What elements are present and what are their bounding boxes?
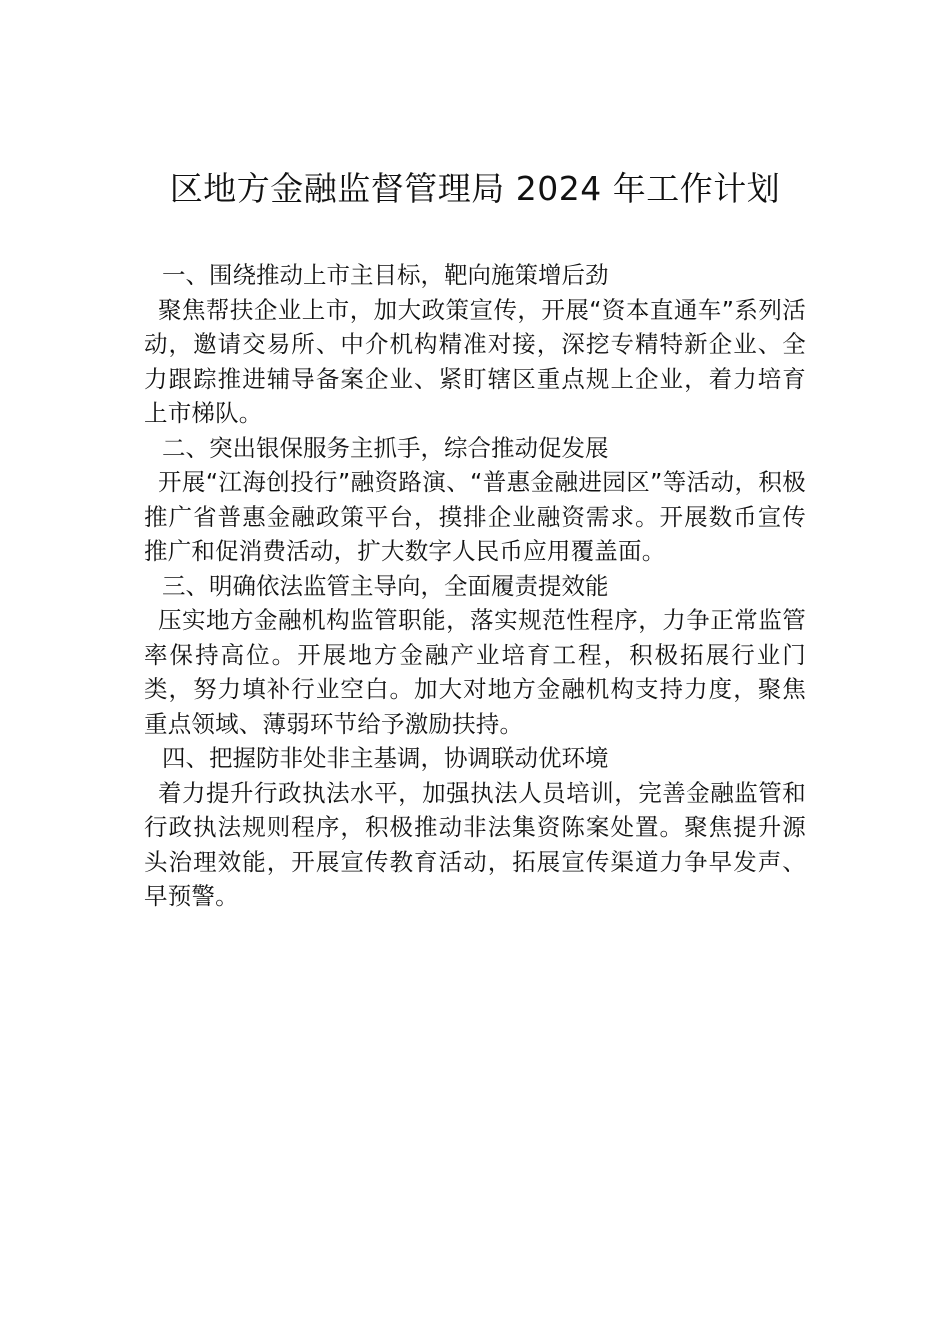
document-body xyxy=(144,258,806,914)
section-paragraph: 聚焦帮扶企业上市，加大政策宣传，开展“资本直通车”系列活动，邀请交易所、中介机构精准对接，深挖专精特新企业、全力跟踪推进辅导备案企业、紧盯辖区重点规上企业，着力培育上市梯队。 xyxy=(144,295,806,427)
section-heading: 二、突出银保服务主抓手，综合推动促发展 xyxy=(162,433,609,462)
section-paragraph: 开展“江海创投行”融资路演、“普惠金融进园区”等活动，积极推广省普惠金融政策平台，摸排企业融资需求。开展数币宣传推广和促消费活动，扩大数字人民币应用覆盖面。 xyxy=(144,468,806,565)
section-heading: 一、围绕推动上市主目标，靶向施策增后劲 xyxy=(162,261,609,289)
page-title: 区地方金融监督管理局 2024 年工作计划 xyxy=(169,169,781,208)
section-paragraph: 着力提升行政执法水平，加强执法人员培训，完善金融监管和行政执法规则程序，积极推动非法集资陈案处置。聚焦提升源头治理效能，开展宣传教育活动，拓展宣传渠道力争早发声、早预警。 xyxy=(144,778,806,910)
section-paragraph: 压实地方金融机构监管职能，落实规范性程序，力争正常监管率保持高位。开展地方金融产业培育工程，积极拓展行业门类，努力填补行业空白。加大对地方金融机构支持力度，聚焦重点领域、薄弱环节给予激励扶持。 xyxy=(144,606,806,738)
section-heading: 四、把握防非处非主基调，协调联动优环境 xyxy=(162,744,609,772)
section-heading: 三、明确依法监管主导向，全面履责提效能 xyxy=(162,571,609,600)
